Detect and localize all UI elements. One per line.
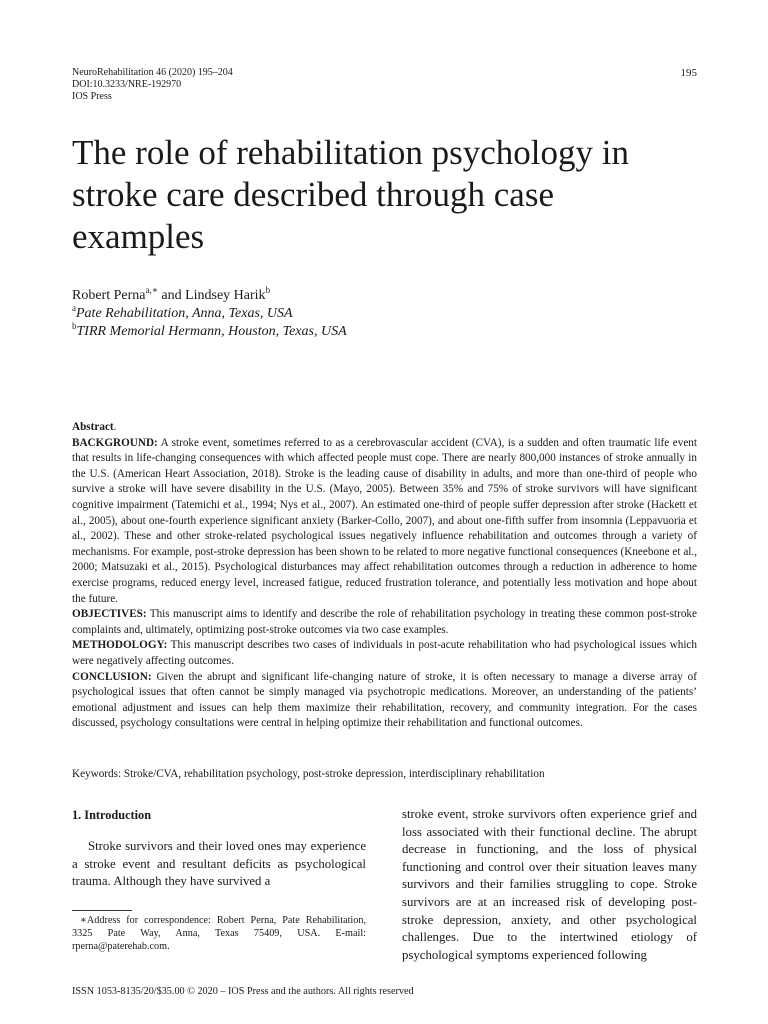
correspondence-footnote: ∗Address for correspondence: Robert Perna, Pate Rehabilitation, 3325 Pate Way, Anna, Texas 75409, USA. E-mail: rperna@paterehab.com. xyxy=(72,915,366,952)
author-block xyxy=(72,287,347,341)
doi: DOI:10.3233/NRE-192970 xyxy=(72,79,182,90)
footnote-divider xyxy=(72,910,132,911)
journal-citation: NeuroRehabilitation 46 (2020) 195–204 xyxy=(72,67,233,78)
journal-meta xyxy=(72,67,697,103)
affiliation-marker: b xyxy=(72,321,77,331)
section-label: OBJECTIVES: xyxy=(72,608,147,621)
body-column-right xyxy=(402,806,697,964)
abstract xyxy=(72,420,697,732)
section-label: METHODOLOGY: xyxy=(72,639,168,652)
affiliation-text: Pate Rehabilitation, Anna, Texas, USA xyxy=(76,306,293,321)
body-paragraph: Stroke survivors and their loved ones may experience a stroke event and resultant deficits as psychological trauma. Although they have survived a xyxy=(72,839,366,889)
abstract-objectives xyxy=(72,607,697,638)
abstract-conclusion xyxy=(72,670,697,732)
publisher: IOS Press xyxy=(72,91,112,102)
author-name: Lindsey Harik xyxy=(185,288,266,303)
author-superscript: a,∗ xyxy=(145,285,158,295)
keywords: Keywords: Stroke/CVA, rehabilitation psychology, post-stroke depression, interdisciplinary rehabilitation xyxy=(72,768,545,780)
page-number: 195 xyxy=(680,67,697,79)
section-text: This manuscript aims to identify and describe the role of rehabilitation psychology in treating these common post-stroke complaints and, ultimately, optimizing post-stroke outcomes via two case examples. xyxy=(72,608,697,636)
author-name: Robert Perna xyxy=(72,288,146,303)
section-text: Given the abrupt and significant life-changing nature of stroke, it is often necessary to manage a diverse array of psychological issues that often cannot be simply managed via psychotropic medications. Moreover, an understanding of the patients’ emotional adjustment and issues can help them maximize their rehabilitation, recovery, and community integration. For the cases discussed, psychology consultations were central in helping optimize their rehabilitation and functional outcomes. xyxy=(72,670,697,730)
author-connector: and xyxy=(157,288,186,303)
section-label: CONCLUSION: xyxy=(72,670,152,683)
affiliation xyxy=(72,305,347,323)
section-heading: 1. Introduction xyxy=(72,808,152,822)
abstract-heading: Abstract. xyxy=(72,421,117,433)
section-text: A stroke event, sometimes referred to as a cerebrovascular accident (CVA), is a sudden and often traumatic life event that results in life-changing consequences with which affected people must cope. There are nearly 800,000 instances of stroke annually in the U.S. (American Heart Association, 2018). Stroke is the leading cause of disability in adults, and more than one-third of people who survive a stroke will have severe disability in the U.S. (Mayo, 2005). Between 35% and 75% of stroke survivors will have significant cognitive impairment (Tatemichi et al., 1994; Nys et al., 2007). An estimated one-third of people suffer depression after stroke (Hackett et al., 2005), about one-fourth experience significant anxiety (Barker-Collo, 2007), and about one-fifth suffer from insomnia (Leppavuoria et al., 2002). These and other stroke-related psychological issues negatively influence rehabilitation and outcomes through a variety of mechanisms. For example, post-stroke depression has been shown to be related to more negative functional consequences (Kneebone et al., 2000; Matsuzaki et al., 2015). Psychological disturbances may affect rehabilitation outcomes through a reduction in adherence to home exercise programs, reduced energy level, increased fatigue, reduced frustration tolerance, and potentially less motivation and hope about the future. xyxy=(72,436,697,605)
affiliation-text: TIRR Memorial Hermann, Houston, Texas, USA xyxy=(76,324,347,339)
copyright-footer: ISSN 1053-8135/20/$35.00 © 2020 – IOS Press and the authors. All rights reserved xyxy=(72,986,414,997)
abstract-background xyxy=(72,436,697,608)
abstract-methodology xyxy=(72,638,697,669)
affiliation-marker: a xyxy=(72,303,76,313)
affiliation xyxy=(72,323,347,341)
section-text: This manuscript describes two cases of individuals in post-acute rehabilitation who had psychological issues which were negatively affecting outcomes. xyxy=(72,639,697,667)
section-label: BACKGROUND: xyxy=(72,436,158,449)
article-title: The role of rehabilitation psychology in stroke care described through case examples xyxy=(72,133,629,256)
author-line xyxy=(72,287,347,305)
article-page xyxy=(72,0,697,1024)
body-paragraph: stroke event, stroke survivors often experience grief and loss associated with their functional decline. The abrupt decrease in functioning, and the loss of physical functioning and control over their situation leaves many survivors and their families struggling to cope. Stroke survivors are at an increased risk of developing post-stroke depression, anxiety, and other psychological challenges. Due to the intertwined etiology of psychological symptoms experienced following xyxy=(402,807,697,962)
body-column-left xyxy=(72,806,366,891)
author-superscript: b xyxy=(265,285,271,295)
running-header xyxy=(72,67,697,103)
